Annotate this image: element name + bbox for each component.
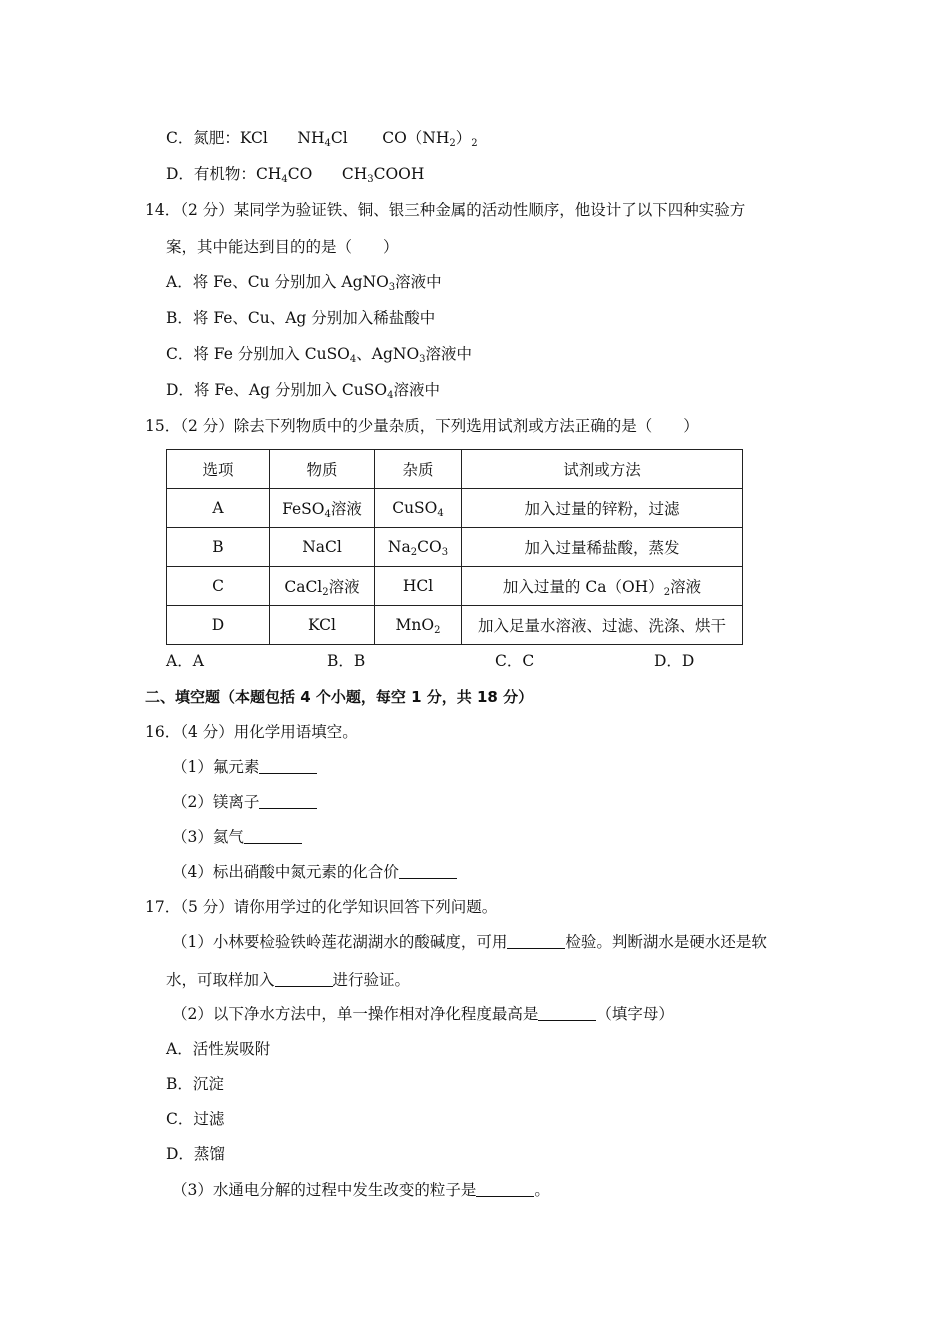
table-header-row — [167, 450, 743, 489]
q17-stem: 17．（5 分）请你用学过的化学知识回答下列问题。 — [145, 898, 498, 916]
q14-stem-line1: 14．（2 分）某同学为验证铁、铜、银三种金属的活动性顺序，他设计了以下四种实验方 — [145, 201, 746, 219]
cell-method: 加入过量的锌粉，过滤 — [462, 489, 743, 528]
q15-answer-c: C．C — [495, 652, 535, 670]
answer-blank[interactable] — [507, 934, 565, 949]
answer-blank[interactable] — [259, 759, 317, 774]
table-row — [167, 489, 743, 528]
header-impurity: 杂质 — [375, 450, 462, 489]
cell-impurity: MnO$_2$ — [375, 606, 462, 645]
q17-part3: （3）水通电分解的过程中发生改变的粒子是 。 — [172, 1181, 550, 1199]
cell-substance: KCl — [270, 606, 375, 645]
table-row — [167, 528, 743, 567]
section-heading: 二、填空题（本题包括 4 个小题，每空 1 分，共 18 分） — [145, 688, 534, 706]
q16-item-3: （3）氦气 — [172, 827, 302, 847]
cell-substance: CaCl$_2$溶液 — [270, 567, 375, 606]
q17-part1-line1: （1）小林要检验铁岭莲花湖湖水的酸碱度，可用 检验。判断湖水是硬水还是软 — [172, 933, 767, 951]
cell-substance: FeSO$_4$溶液 — [270, 489, 375, 528]
cell-substance: NaCl — [270, 528, 375, 567]
cell-method: 加入足量水溶液、过滤、洗涤、烘干 — [462, 606, 743, 645]
q16-item-1: （1）氟元素 — [172, 757, 317, 777]
q16-stem: 16．（4 分）用化学用语填空。 — [145, 723, 358, 741]
header-method: 试剂或方法 — [462, 450, 743, 489]
q14-option-a: A．将 Fe、Cu 分别加入 AgNO$_3$溶液中 — [166, 273, 442, 293]
header-option: 选项 — [167, 450, 270, 489]
table-row — [167, 606, 743, 645]
q14-option-c: C．将 Fe 分别加入 CuSO$_4$、AgNO$_3$溶液中 — [166, 345, 473, 365]
cell-option: A — [167, 489, 270, 528]
cell-option: C — [167, 567, 270, 606]
q15-options-table — [166, 449, 743, 645]
cell-impurity: HCl — [375, 567, 462, 606]
q17-option-d: D．蒸馏 — [166, 1145, 225, 1163]
q13-option-c: C．氮肥：KCl $NH_4Cl$ $CO(NH_2)_2$ — [166, 129, 478, 149]
q14-option-d: D．将 Fe、Ag 分别加入 CuSO$_4$溶液中 — [166, 381, 440, 401]
q17-part2: （2）以下净水方法中，单一操作相对净化程度最高是 （填字母） — [172, 1005, 674, 1023]
q13-option-d: D．有机物：$CH_4CO$ $CH_3COOH$ — [166, 165, 425, 185]
answer-blank[interactable] — [275, 972, 333, 987]
cell-impurity: $Na_2CO_3$ — [375, 528, 462, 567]
cell-impurity: CuSO$_4$ — [375, 489, 462, 528]
q17-part1-line2: 水，可取样加入 进行验证。 — [166, 971, 411, 989]
q14-stem-line2: 案，其中能达到目的的是（ ） — [166, 238, 399, 256]
answer-blank[interactable] — [259, 794, 317, 809]
cell-option: B — [167, 528, 270, 567]
answer-blank[interactable] — [244, 829, 302, 844]
q16-item-2: （2）镁离子 — [172, 792, 317, 812]
cell-method: 加入过量稀盐酸，蒸发 — [462, 528, 743, 567]
q16-item-4: （4）标出硝酸中氮元素的化合价 — [172, 862, 457, 882]
q15-stem: 15．（2 分）除去下列物质中的少量杂质，下列选用试剂或方法正确的是（ ） — [145, 417, 699, 435]
q15-answer-d: D．D — [654, 652, 695, 670]
q15-answer-a: A．A — [166, 652, 204, 670]
q17-option-c: C．过滤 — [166, 1110, 225, 1128]
answer-blank[interactable] — [399, 864, 457, 879]
q17-option-b: B．沉淀 — [166, 1075, 224, 1093]
header-substance: 物质 — [270, 450, 375, 489]
cell-option: D — [167, 606, 270, 645]
q15-answer-b: B．B — [327, 652, 366, 670]
table-row — [167, 567, 743, 606]
answer-blank[interactable] — [538, 1006, 596, 1021]
q17-option-a: A．活性炭吸附 — [166, 1040, 271, 1058]
cell-method: 加入过量的 $Ca(OH)_2$溶液 — [462, 567, 743, 606]
q14-option-b: B．将 Fe、Cu、Ag 分别加入稀盐酸中 — [166, 309, 436, 327]
answer-blank[interactable] — [476, 1182, 534, 1197]
